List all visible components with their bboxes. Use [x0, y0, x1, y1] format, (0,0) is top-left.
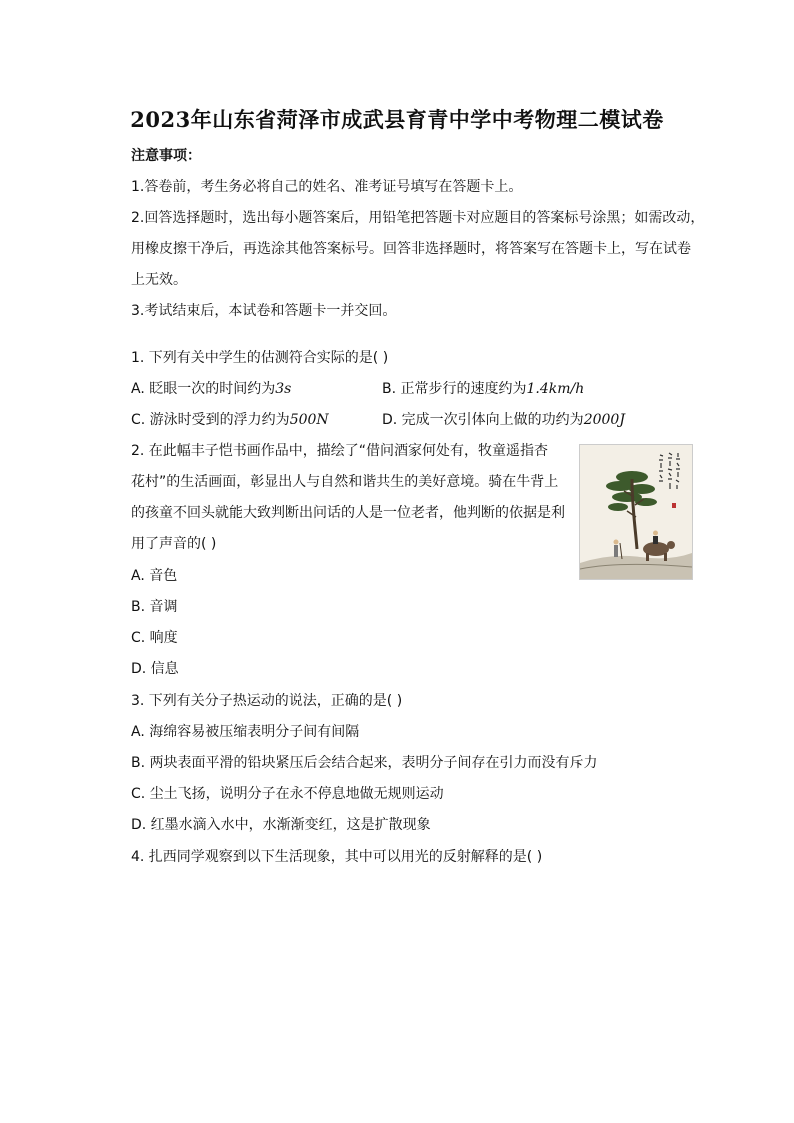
q1-option-d-value: 2000J	[583, 412, 625, 428]
q3-option-c: C. 尘土飞扬，说明分子在永不停息地做无规则运动	[131, 786, 444, 802]
note-item-3: 3.考试结束后，本试卷和答题卡一并交回。	[131, 303, 397, 319]
q1-option-d-text: D. 完成一次引体向上做的功约为	[382, 412, 584, 428]
q2-option-c: C. 响度	[131, 630, 178, 646]
q2-option-d: D. 信息	[131, 661, 179, 677]
painting-illustration	[580, 445, 692, 579]
note-item-1: 1.答卷前，考生务必将自己的姓名、准考证号填写在答题卡上。	[131, 179, 523, 195]
q1-option-a	[131, 379, 291, 399]
q1-option-a-text: A. 眨眼一次的时间约为	[131, 381, 276, 397]
note-item-2-line-1: 2.回答选择题时，选出每小题答案后，用铅笔把答题卡对应题目的答案标号涂黑；如需改动，	[131, 210, 705, 226]
q1-option-b	[382, 379, 584, 399]
q2-stem-line-1: 2. 在此幅丰子恺书画作品中，描绘了“借问酒家何处有，牧童遥指杏	[131, 443, 549, 459]
q2-stem-line-2: 花村”的生活画面，彰显出人与自然和谐共生的美好意境。骑在牛背上	[131, 474, 559, 490]
q1-option-d	[382, 410, 625, 430]
painting-image	[579, 444, 693, 580]
note-item-2-line-3: 上无效。	[131, 272, 187, 288]
q3-option-d: D. 红墨水滴入水中，水渐渐变红，这是扩散现象	[131, 817, 431, 833]
q1-option-b-value: 1.4km/h	[526, 381, 585, 397]
q2-option-a: A. 音色	[131, 568, 178, 584]
q2-stem-line-3: 的孩童不回头就能大致判断出问话的人是一位老者，他判断的依据是利	[131, 505, 565, 521]
exam-title: 2023年山东省菏泽市成武县育青中学中考物理二模试卷	[130, 107, 664, 132]
q3-option-a: A. 海绵容易被压缩表明分子间有间隔	[131, 724, 360, 740]
q1-option-c-value: 500N	[289, 412, 329, 428]
q1-option-b-text: B. 正常步行的速度约为	[382, 381, 527, 397]
q1-stem: 1. 下列有关中学生的估测符合实际的是( )	[131, 350, 389, 366]
notes-heading: 注意事项：	[131, 148, 201, 164]
q2-stem-line-4: 用了声音的( )	[131, 536, 217, 552]
q4-stem: 4. 扎西同学观察到以下生活现象，其中可以用光的反射解释的是( )	[131, 849, 543, 865]
q1-option-c-text: C. 游泳时受到的浮力约为	[131, 412, 290, 428]
q1-option-a-value: 3s	[275, 381, 292, 397]
q3-stem: 3. 下列有关分子热运动的说法，正确的是( )	[131, 693, 403, 709]
note-item-2-line-2: 用橡皮擦干净后，再选涂其他答案标号。回答非选择题时，将答案写在答题卡上，写在试卷	[131, 241, 691, 257]
q1-option-c	[131, 410, 329, 430]
q3-option-b: B. 两块表面平滑的铅块紧压后会结合起来，表明分子间存在引力而没有斥力	[131, 755, 598, 771]
q2-option-b: B. 音调	[131, 599, 178, 615]
